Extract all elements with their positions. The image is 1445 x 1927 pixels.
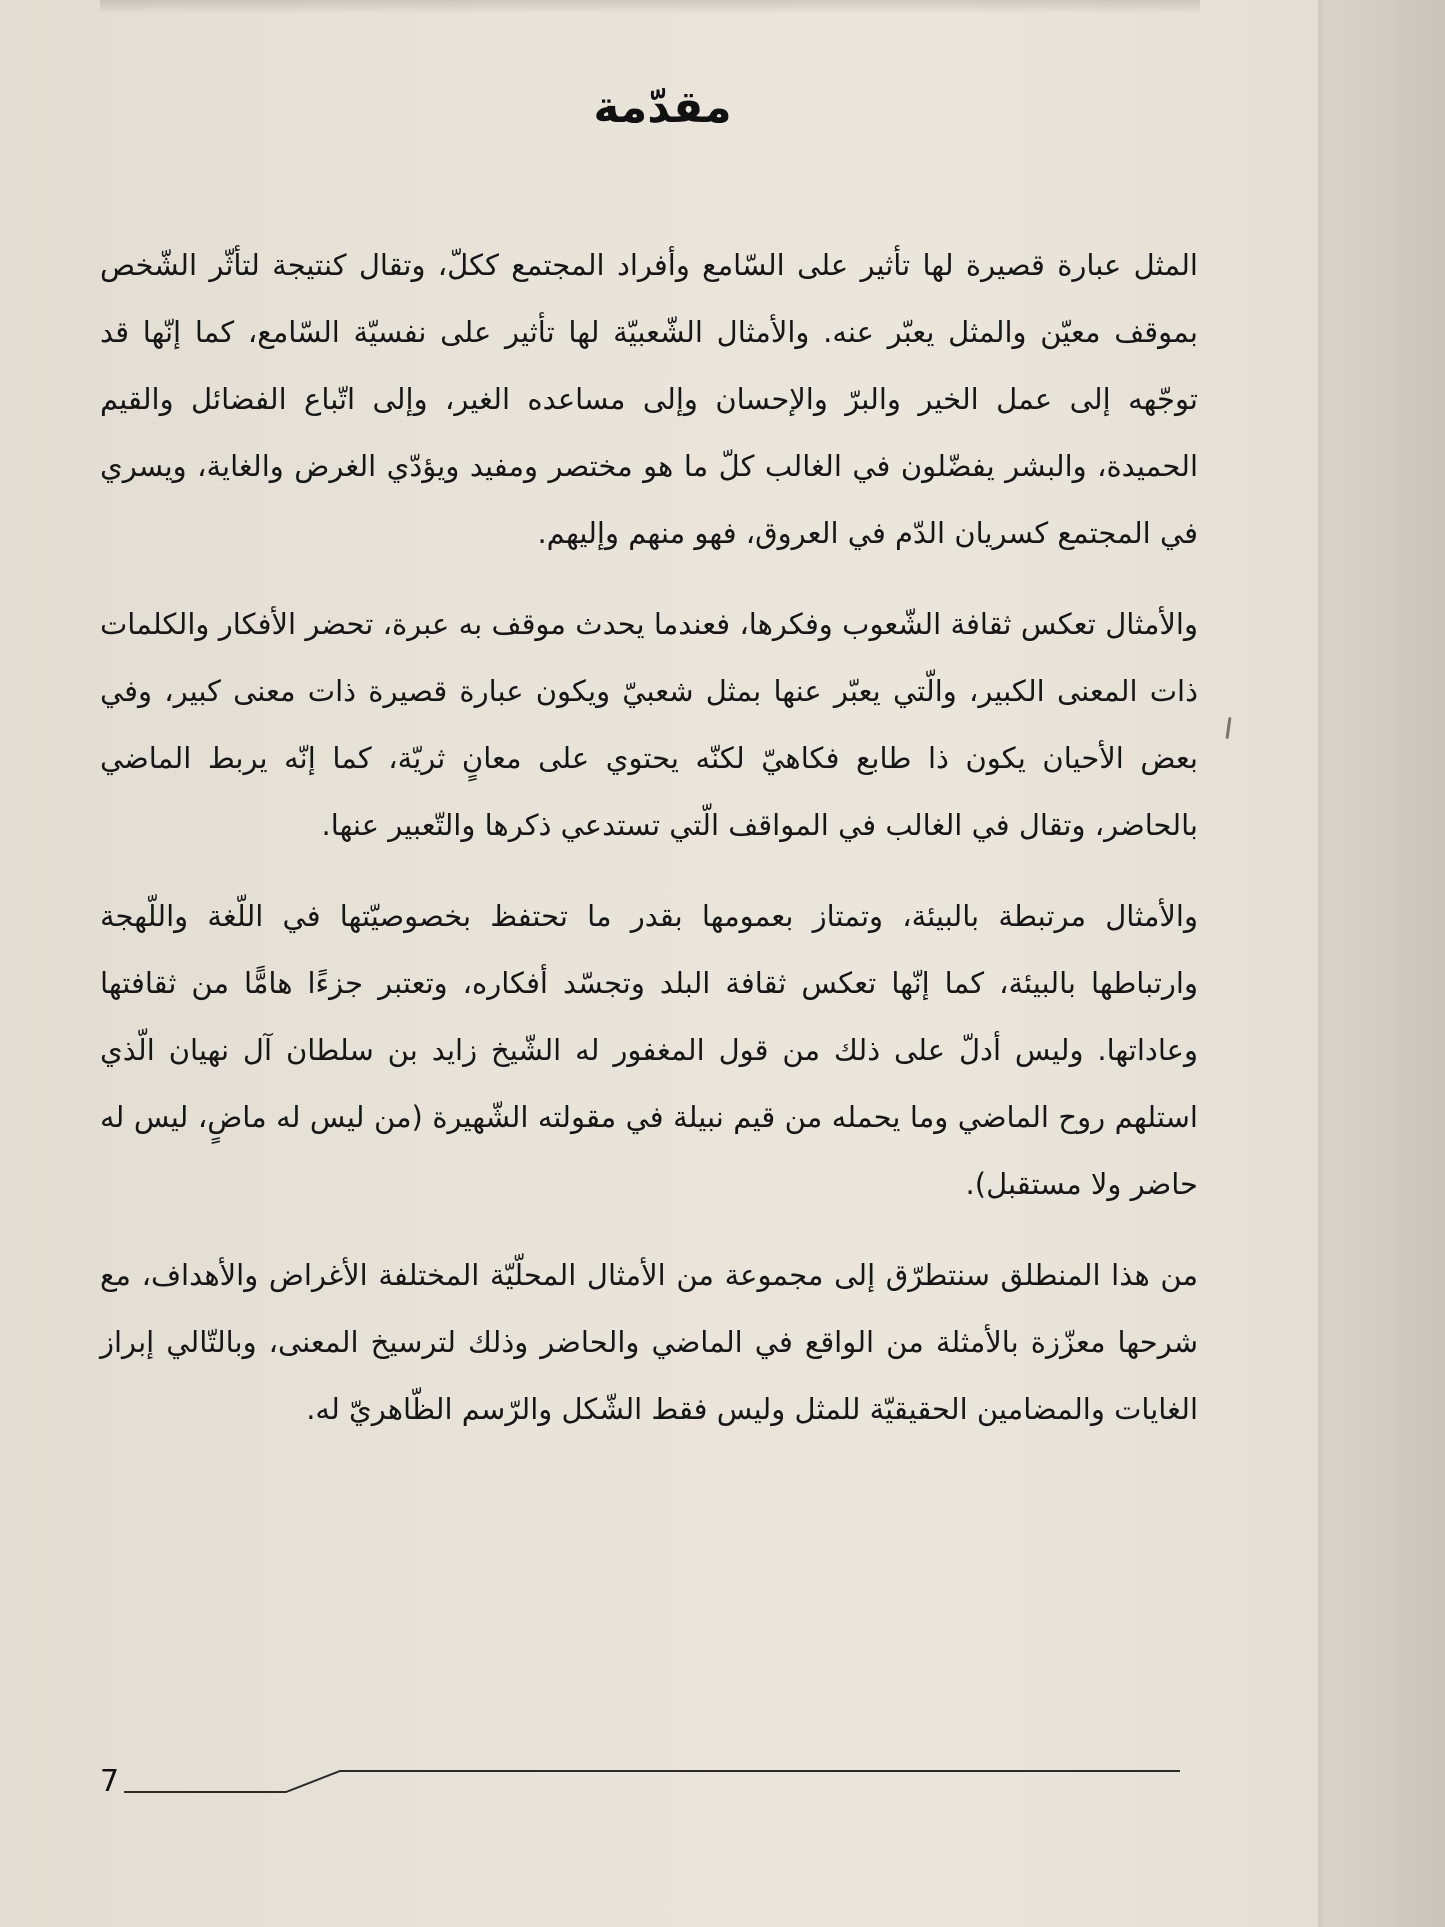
adjacent-page: [1325, 0, 1445, 1927]
page-number: 7: [100, 1764, 120, 1799]
top-shadow: [100, 0, 1200, 14]
footer-rule: [100, 1763, 1180, 1799]
paragraph-2: والأمثال تعكس ثقافة الشّعوب وفكرها، فعندما يحدث موقف به عبرة، تحضر الأفكار والكلمات ذات المعنى الكبير، والّتي يعبّر عنها بمثل شعبيّ ويكون عبارة قصيرة ذات معنى كبير، وفي بعض الأحيان يكون ذا طابع فكاهيّ لكنّه يحتوي على معانٍ ثريّة، كما إنّه يربط الماضي بالحاضر، وتقال في الغالب في المواقف الّتي تستدعي ذكرها والتّعبير عنها.: [100, 607, 1198, 842]
body-text: [100, 232, 1198, 1457]
paragraph-4: من هذا المنطلق سنتطرّق إلى مجموعة من الأمثال المحلّيّة المختلفة الأغراض والأهداف، مع شرحها معزّزة بالأمثلة من الواقع في الماضي والحاضر وذلك لترسيخ المعنى، وبالتّالي إبراز الغايات والمضامين الحقيقيّة للمثل وليس فقط الشّكل والرّسم الظّاهريّ له.: [100, 1258, 1198, 1426]
paragraph-1: المثل عبارة قصيرة لها تأثير على السّامع وأفراد المجتمع ككلّ، وتقال كنتيجة لتأثّر الشّخص بموقف معيّن والمثل يعبّر عنه. والأمثال الشّعبيّة لها تأثير على نفسيّة السّامع، كما إنّها قد توجّهه إلى عمل الخير والبرّ والإحسان وإلى مساعده الغير، وإلى اتّباع الفضائل والقيم الحميدة، والبشر يفضّلون في الغالب كلّ ما هو مختصر ومفيد ويؤدّي الغرض والغاية، ويسري في المجتمع كسريان الدّم في العروق، فهو منهم وإليهم.: [100, 248, 1198, 550]
page-title: مقدّمة: [593, 82, 732, 133]
pencil-mark: [1225, 717, 1231, 739]
paragraph-3: والأمثال مرتبطة بالبيئة، وتمتاز بعمومها بقدر ما تحتفظ بخصوصيّتها في اللّغة واللّهجة وارتباطها بالبيئة، كما إنّها تعكس ثقافة البلد وتجسّد أفكاره، وتعتبر جزءًا هامًّا من ثقافتها وعاداتها. وليس أدلّ على ذلك من قول المغفور له الشّيخ زايد بن سلطان آل نهيان الّذي استلهم روح الماضي وما يحمله من قيم نبيلة في مقولته الشّهيرة (من ليس له ماضٍ، ليس له حاضر ولا مستقبل).: [100, 899, 1198, 1201]
page-edge-shadow: [1318, 0, 1325, 1927]
